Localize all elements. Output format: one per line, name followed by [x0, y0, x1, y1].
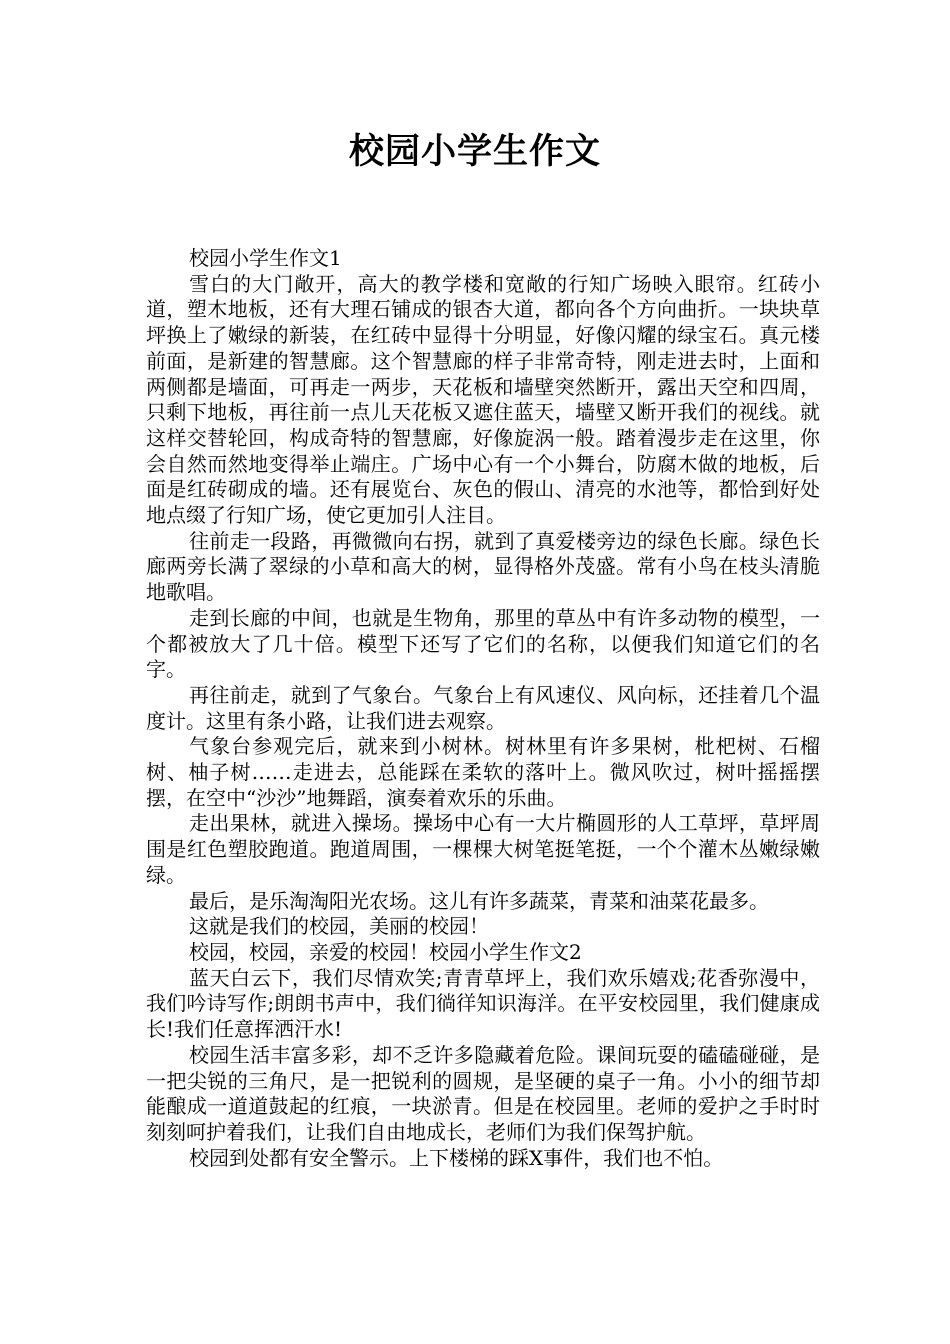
paragraph-campus-life: 校园生活丰富多彩，却不乏许多隐藏着危险。课间玩耍的磕磕碰碰，是一把尖锐的三角尺，是一把锐利的圆规，是坚硬的桌子一角。小小的细节却能酿成一道道鼓起的红痕，一块淤青。但是在校园里。老师的爱护之手时时刻刻呵护着我们，让我们自由地成长，老师们为我们保驾护航。 — [146, 1042, 820, 1144]
paragraph-safety-signs: 校园到处都有安全警示。上下楼梯的踩X事件，我们也不怕。 — [189, 1145, 724, 1170]
paragraph-blue-sky: 蓝天白云下，我们尽情欢笑;青青草坪上，我们欢乐嬉戏;花香弥漫中，我们吟诗写作;朗朗书声中，我们徜徉知识海洋。在平安校园里，我们健康成长!我们任意挥洒汗水! — [146, 965, 820, 1042]
paragraph-weather-station: 再往前走，就到了气象台。气象台上有风速仪、风向标，还挂着几个温度计。这里有条小路，让我们进去观察。 — [146, 682, 820, 733]
paragraph-essay-2-heading: 校园，校园，亲爱的校园！校园小学生作文2 — [189, 939, 582, 964]
paragraph-green-corridor: 往前走一段路，再微微向右拐，就到了真爱楼旁边的绿色长廊。绿色长廊两旁长满了翠绿的小草和高大的树，显得格外茂盛。常有小鸟在枝头清脆地歌唱。 — [146, 528, 820, 605]
page-title: 校园小学生作文 — [348, 132, 601, 172]
paragraph-grove: 气象台参观完后，就来到小树林。树林里有许多果树，枇杷树、石榴树、柚子树……走进去，总能踩在柔软的落叶上。微风吹过，树叶摇摇摆摆，在空中“沙沙”地舞蹈，演奏着欢乐的乐曲。 — [146, 734, 820, 810]
paragraph-playground: 走出果林，就进入操场。操场中心有一大片椭圆形的人工草坪，草坪周围是红色塑胶跑道。跑道周围，一棵棵大树笔挺笔挺，一个个灌木丛嫩绿嫩绿。 — [146, 811, 820, 887]
paragraph-biology-corner: 走到长廊的中间，也就是生物角，那里的草丛中有许多动物的模型，一个都被放大了几十倍。模型下还写了它们的名称，以便我们知道它们的名字。 — [146, 605, 820, 682]
paragraph-summary: 这就是我们的校园，美丽的校园！ — [189, 914, 489, 939]
paragraph-campus-gate: 雪白的大门敞开，高大的教学楼和宽敞的行知广场映入眼帘。红砖小道，塑木地板，还有大理石铺成的银杏大道，都向各个方向曲折。一块块草坪换上了嫩绿的新装，在红砖中显得十分明显，好像闪耀的绿宝石。真元楼前面，是新建的智慧廊。这个智慧廊的样子非常奇特，刚走进去时，上面和两侧都是墙面，可再走一两步，天花板和墙壁突然断开，露出天空和四周，只剩下地板，再往前一点儿天花板又遮住蓝天，墙壁又断开我们的视线。就这样交替轮回，构成奇特的智慧廊，好像旋涡一般。踏着漫步走在这里，你会自然而然地变得举止端庄。广场中心有一个小舞台，防腐木做的地板，后面是红砖砌成的墙。还有展览台、灰色的假山、清亮的水池等，都恰到好处地点缀了行知广场，使它更加引人注目。 — [146, 271, 820, 528]
paragraph-essay-1-heading: 校园小学生作文1 — [189, 246, 342, 270]
document-body — [146, 246, 820, 1171]
paragraph-farm: 最后，是乐淘淘阳光农场。这儿有许多蔬菜，青菜和油菜花最多。 — [189, 888, 769, 913]
